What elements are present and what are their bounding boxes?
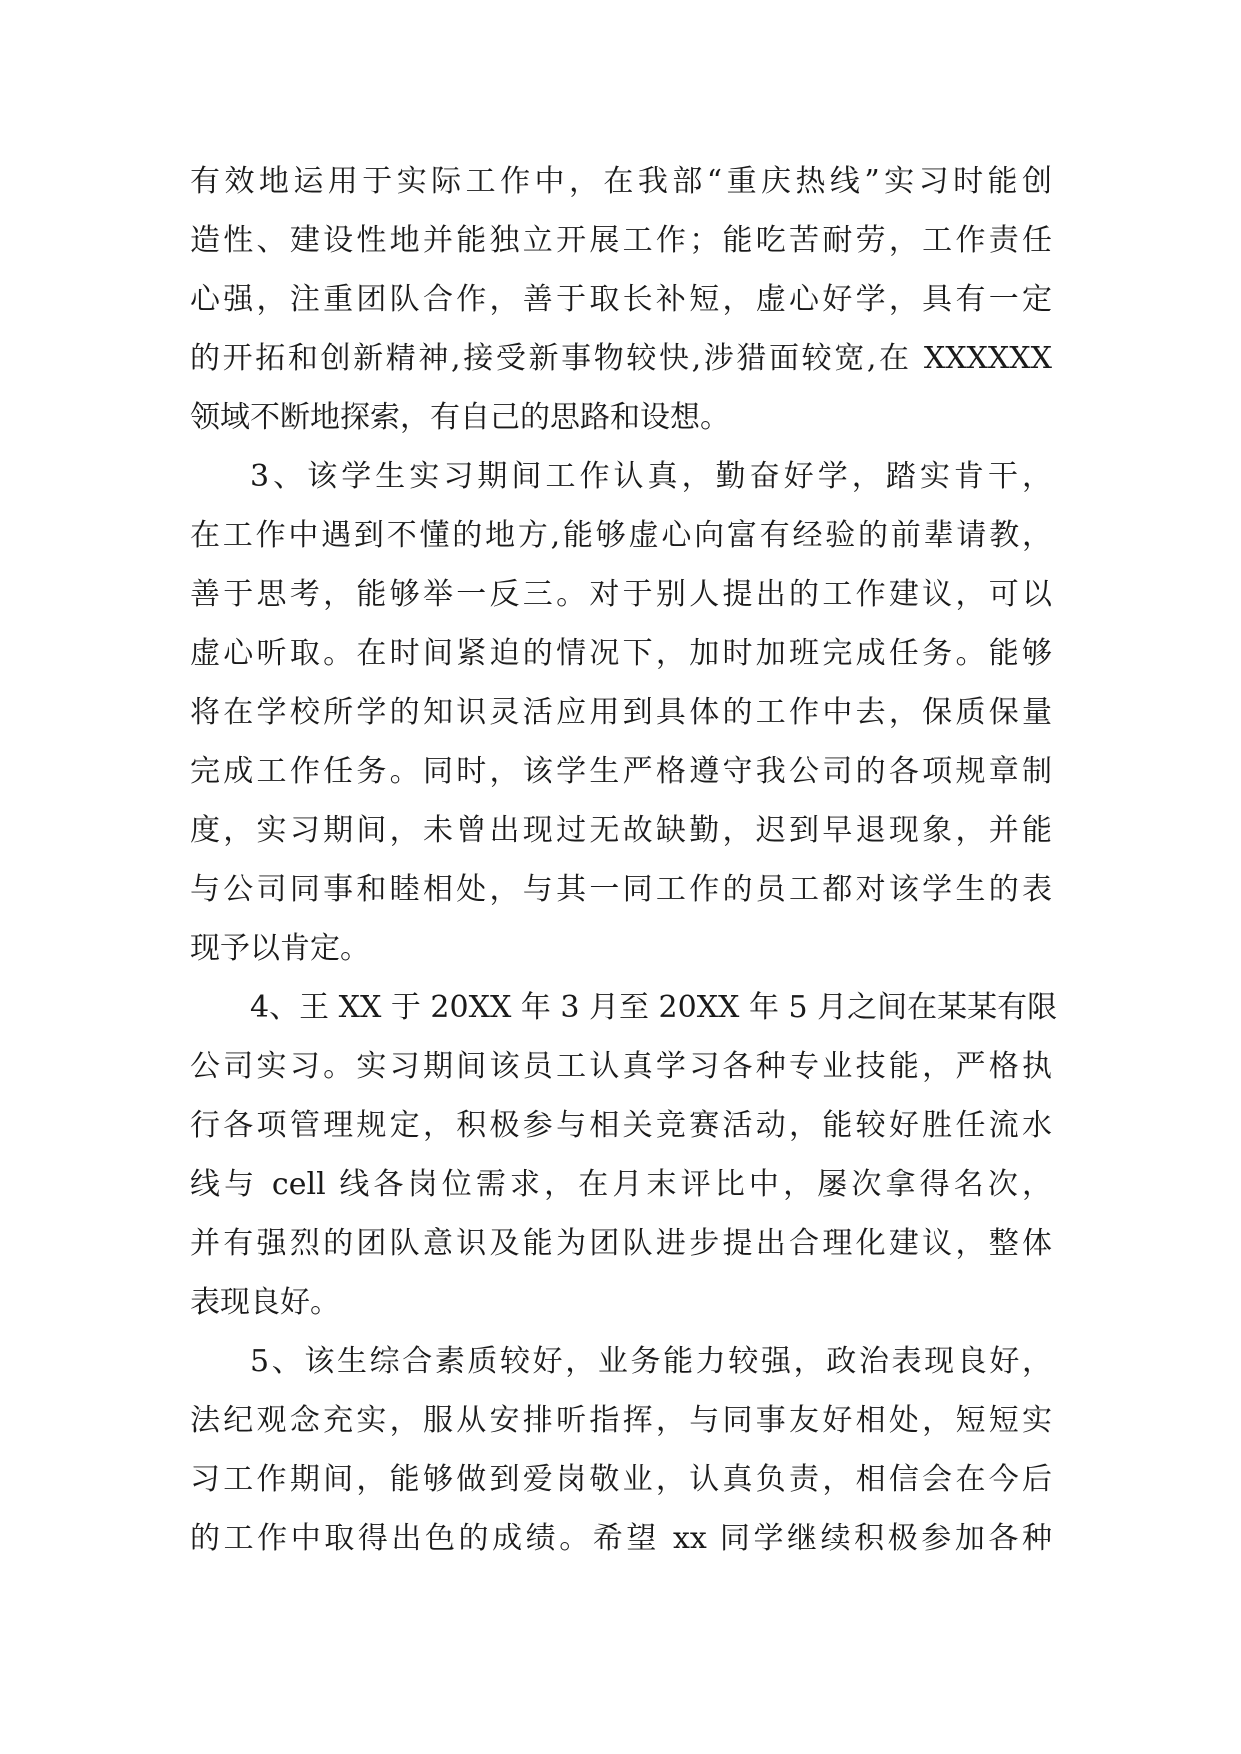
text-line: 将在学校所学的知识灵活应用到具体的工作中去，保质保量 xyxy=(190,695,1052,730)
text-line: 领域不断地探索，有自己的思路和设想。 xyxy=(190,400,730,435)
text-line: 的工作中取得出色的成绩。希望 xx 同学继续积极参加各种 xyxy=(190,1521,1052,1556)
document-body xyxy=(190,152,1058,1568)
paragraph-5 xyxy=(190,1332,1052,1568)
text-line: 心强，注重团队合作，善于取长补短，虚心好学，具有一定 xyxy=(190,282,1052,317)
text-line: 公司实习。实习期间该员工认真学习各种专业技能，严格执 xyxy=(190,1049,1052,1084)
text-line: 完成工作任务。同时，该学生严格遵守我公司的各项规章制 xyxy=(190,754,1052,789)
text-line: 4、王 XX 于 20XX 年 3 月至 20XX 年 5 月之间在某某有限 xyxy=(250,990,1058,1025)
text-line: 善于思考，能够举一反三。对于别人提出的工作建议，可以 xyxy=(190,577,1052,612)
text-line: 法纪观念充实，服从安排听指挥，与同事友好相处，短短实 xyxy=(190,1403,1052,1438)
text-line: 现予以肯定。 xyxy=(190,931,370,966)
text-line: 虚心听取。在时间紧迫的情况下，加时加班完成任务。能够 xyxy=(190,636,1052,671)
text-line: 有效地运用于实际工作中，在我部“重庆热线”实习时能创 xyxy=(190,164,1052,199)
text-line: 5、该生综合素质较好，业务能力较强，政治表现良好， xyxy=(250,1344,1052,1379)
paragraph-continuation xyxy=(190,152,1052,447)
text-line: 行各项管理规定，积极参与相关竞赛活动，能较好胜任流水 xyxy=(190,1108,1052,1143)
text-line: 在工作中遇到不懂的地方,能够虚心向富有经验的前辈请教， xyxy=(190,518,1052,553)
text-line: 3、该学生实习期间工作认真，勤奋好学，踏实肯干， xyxy=(250,459,1052,494)
text-line: 表现良好。 xyxy=(190,1285,340,1320)
paragraph-4 xyxy=(190,978,1058,1332)
text-line: 习工作期间，能够做到爱岗敬业，认真负责，相信会在今后 xyxy=(190,1462,1052,1497)
text-line: 并有强烈的团队意识及能为团队进步提出合理化建议，整体 xyxy=(190,1226,1052,1261)
text-line: 度，实习期间，未曾出现过无故缺勤，迟到早退现象，并能 xyxy=(190,813,1052,848)
text-line: 与公司同事和睦相处，与其一同工作的员工都对该学生的表 xyxy=(190,872,1052,907)
text-line: 的开拓和创新精神,接受新事物较快,涉猎面较宽,在 XXXXXX xyxy=(190,341,1052,376)
text-line: 线与 cell 线各岗位需求，在月末评比中，屡次拿得名次， xyxy=(190,1167,1052,1202)
text-line: 造性、建设性地并能独立开展工作；能吃苦耐劳，工作责任 xyxy=(190,223,1052,258)
paragraph-3 xyxy=(190,447,1052,978)
